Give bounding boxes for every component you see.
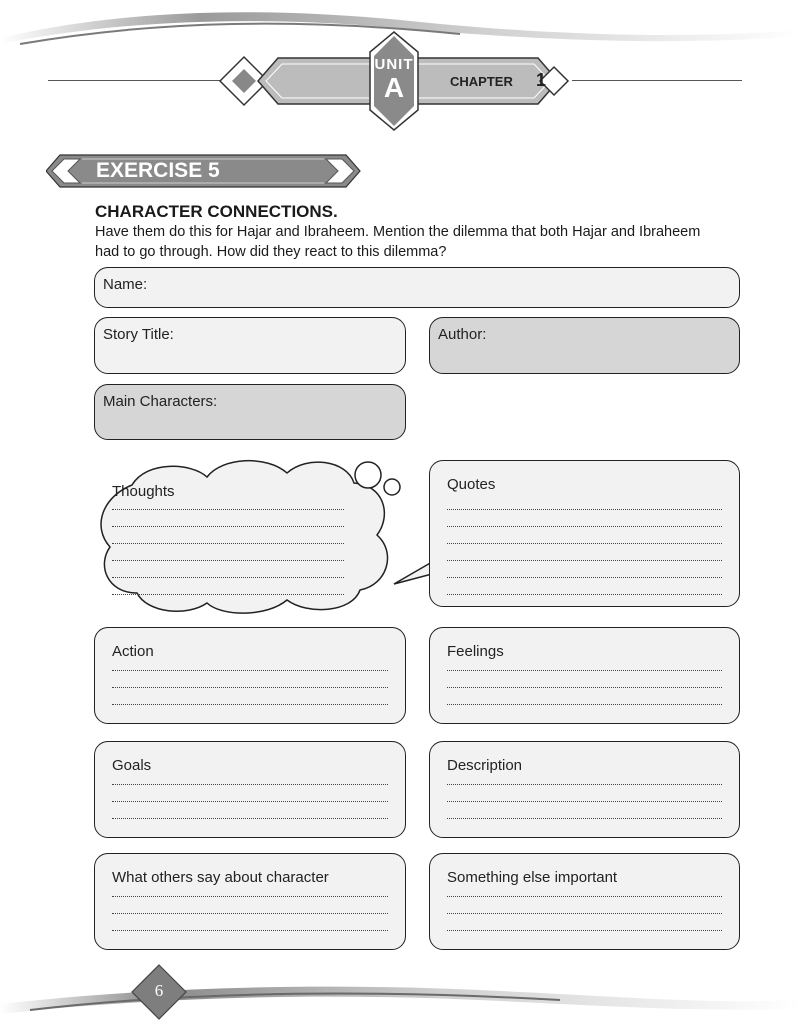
name-field[interactable] [94,267,740,308]
writing-line [447,560,722,562]
writing-line [112,509,344,511]
story-title-field[interactable] [94,317,406,374]
writing-line [112,526,344,528]
writing-line [112,913,388,915]
writing-line [112,560,344,562]
writing-line [447,509,722,511]
description-panel[interactable] [429,741,740,838]
unit-letter: A [383,72,405,103]
writing-line [112,577,344,579]
what-others-say-panel[interactable] [94,853,406,950]
main-characters-field[interactable] [94,384,406,440]
goals-panel[interactable] [94,741,406,838]
activity-title: CHARACTER CONNECTIONS. [95,202,338,221]
unit-word: UNIT [374,56,414,73]
goals-label: Goals [112,757,152,774]
writing-line [112,687,388,689]
writing-line [112,784,388,786]
writing-line [112,543,344,545]
writing-line [112,818,388,820]
description-label: Description [447,757,523,774]
action-panel[interactable] [94,627,406,724]
writing-line [112,594,344,596]
page-number: 6 [154,981,164,1000]
writing-line [447,670,722,672]
name-label: Name: [103,276,148,293]
writing-line [112,801,388,803]
chapter-number: 1 [535,70,546,90]
main-characters-label: Main Characters: [103,393,218,410]
writing-line [447,594,722,596]
feelings-panel[interactable] [429,627,740,724]
writing-line [112,670,388,672]
activity-instructions: Have them do this for Hajar and Ibraheem. Mention the dilemma that both Hajar and Ibraheem had to go through. How did they react to this dilemma? [95,224,701,260]
writing-line [447,687,722,689]
what-others-say-label: What others say about character [112,869,329,886]
writing-line [447,930,722,932]
thoughts-panel[interactable] [92,455,392,615]
header-rule-right [572,80,742,81]
author-field[interactable] [429,317,740,374]
story-title-label: Story Title: [103,326,174,343]
feelings-label: Feelings [447,643,504,660]
writing-line [447,818,722,820]
writing-line [447,801,722,803]
exercise-label: EXERCISE 5 [96,159,220,182]
writing-line [112,930,388,932]
writing-line [112,704,388,706]
writing-line [447,526,722,528]
thoughts-label: Thoughts [112,483,175,500]
writing-line [447,784,722,786]
writing-line [112,896,388,898]
writing-line [447,577,722,579]
bottom-swoosh-decoration [0,960,800,1035]
writing-line [447,913,722,915]
something-else-label: Something else important [447,869,618,886]
writing-line [447,704,722,706]
writing-line [447,896,722,898]
writing-line [447,543,722,545]
quotes-label: Quotes [447,476,496,493]
chapter-word: CHAPTER [450,74,513,89]
something-else-panel[interactable] [429,853,740,950]
quotes-panel[interactable] [429,460,740,607]
author-label: Author: [438,326,487,343]
speech-tail-shape [392,560,434,590]
action-label: Action [112,643,154,660]
header-rule-left [48,80,220,81]
